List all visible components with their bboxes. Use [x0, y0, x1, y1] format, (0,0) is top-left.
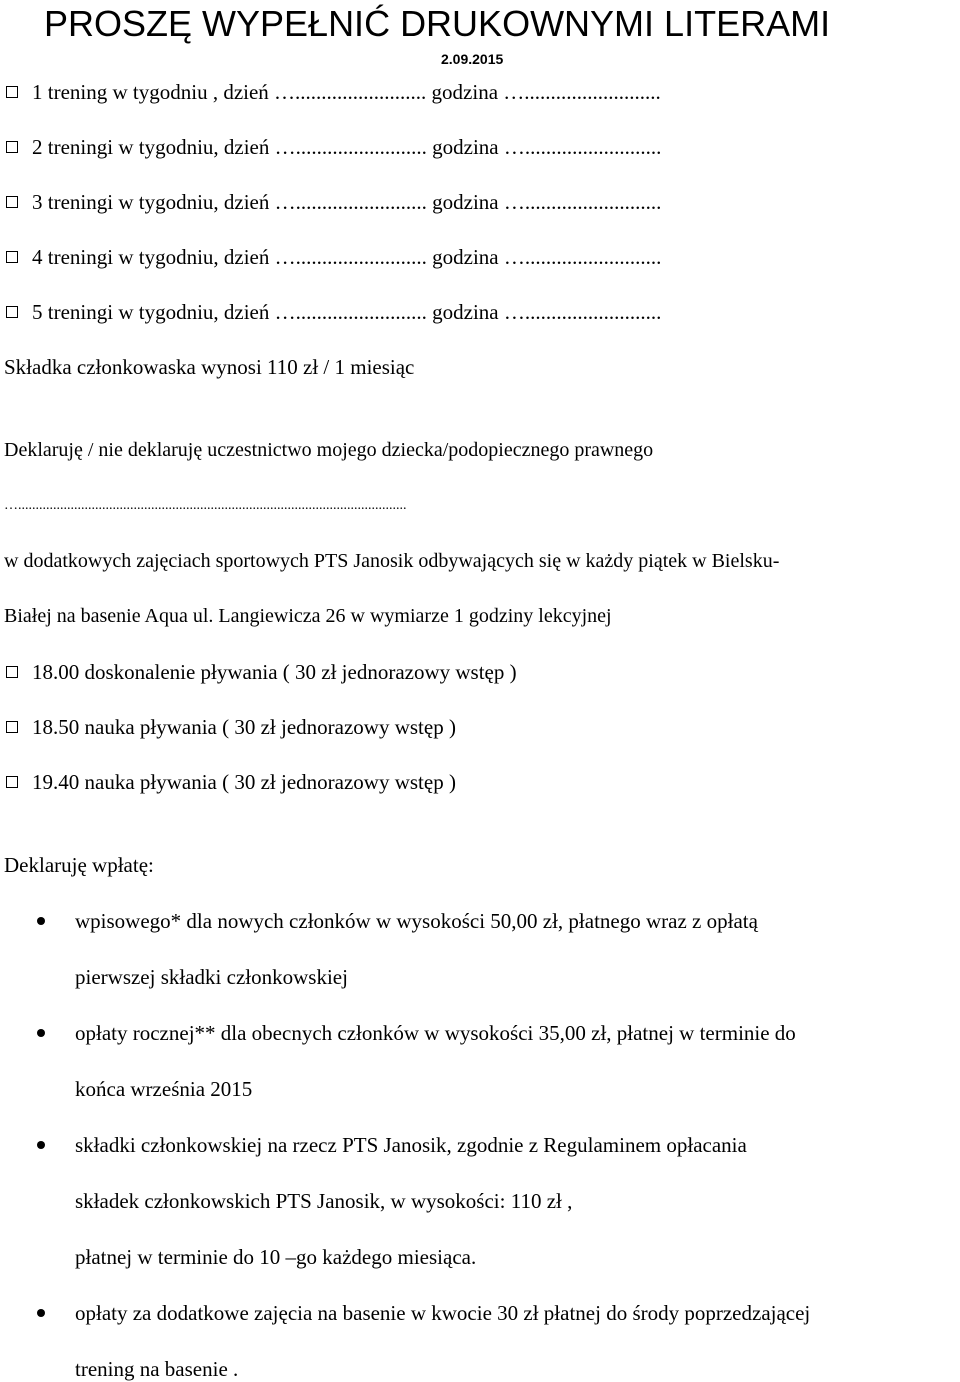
checkbox[interactable]	[6, 196, 18, 208]
page-title: PROSZĘ WYPEŁNIĆ DRUKOWNYMI LITERAMI	[44, 3, 831, 44]
payment-item-1-line-1: wpisowego* dla nowych członków w wysokości 50,00 zł, płatnego wraz z opłatą	[75, 909, 758, 933]
declaration-line-1: Deklaruję / nie deklaruję uczestnictwo mojego dziecka/podopiecznego prawnego	[4, 439, 654, 461]
bullet-icon	[37, 1141, 45, 1149]
declaration-line-2: w dodatkowych zajęciach sportowych PTS Janosik odbywających się w każdy piątek w Bielsku-	[4, 550, 780, 572]
pool-option-3[interactable]	[6, 769, 456, 795]
pool-option-1[interactable]	[6, 659, 517, 685]
training-option-2[interactable]	[6, 134, 661, 160]
payment-item-4-line-2: trening na basenie .	[75, 1357, 239, 1381]
option-label: 19.40 nauka pływania ( 30 zł jednorazowy wstęp )	[32, 770, 456, 794]
pool-option-2[interactable]	[6, 714, 456, 740]
declaration-dots: …...............................................................................................................	[4, 498, 407, 513]
checkbox[interactable]	[6, 776, 18, 788]
payment-item-2-line-1: opłaty rocznej** dla obecnych członków w wysokości 35,00 zł, płatnej w terminie do	[75, 1021, 796, 1045]
payment-item-1-line-2: pierwszej składki członkowskiej	[75, 965, 348, 989]
option-label: 18.50 nauka pływania ( 30 zł jednorazowy wstęp )	[32, 715, 456, 739]
option-label: 5 treningi w tygodniu, dzień …......................... godzina …..........................	[32, 300, 662, 324]
payment-item-3-line-3: płatnej w terminie do 10 –go każdego miesiąca.	[75, 1245, 477, 1269]
checkbox[interactable]	[6, 251, 18, 263]
training-option-4[interactable]	[6, 244, 661, 270]
checkbox[interactable]	[6, 666, 18, 678]
training-option-3[interactable]	[6, 189, 661, 215]
declaration-line-3	[4, 603, 612, 629]
option-label: 2 treningi w tygodniu, dzień …......................... godzina …..........................	[32, 135, 662, 159]
membership-fee-line: Składka członkowaska wynosi 110 zł / 1 miesiąc	[4, 355, 415, 379]
bullet-icon	[37, 1029, 45, 1037]
lesson-duration: 1 godziny lekcyjnej	[453, 605, 612, 627]
payment-item-3-line-1: składki członkowskiej na rzecz PTS Janosik, zgodnie z Regulaminem opłacania	[75, 1133, 747, 1157]
bullet-icon	[37, 1309, 45, 1317]
option-label: 3 treningi w tygodniu, dzień …......................... godzina …..........................	[32, 190, 662, 214]
declaration-line-3-text: Białej na basenie Aqua ul. Langiewicza 26 w wymiarze	[4, 605, 454, 627]
option-label: 4 treningi w tygodniu, dzień …......................... godzina …..........................	[32, 245, 662, 269]
payment-heading: Deklaruję wpłatę:	[4, 853, 154, 877]
bullet-icon	[37, 917, 45, 925]
checkbox[interactable]	[6, 306, 18, 318]
checkbox[interactable]	[6, 721, 18, 733]
training-option-1[interactable]	[6, 79, 661, 105]
option-label: 18.00 doskonalenie pływania ( 30 zł jednorazowy wstęp )	[32, 660, 517, 684]
form-date: 2.09.2015	[441, 51, 504, 67]
checkbox[interactable]	[6, 141, 18, 153]
option-label: 1 trening w tygodniu , dzień …......................... godzina …..........................	[32, 80, 661, 104]
payment-item-4-line-1: opłaty za dodatkowe zajęcia na basenie w kwocie 30 zł płatnej do środy poprzedzającej	[75, 1301, 811, 1325]
payment-item-3-line-2: składek członkowskich PTS Janosik, w wysokości: 110 zł ,	[75, 1189, 573, 1213]
training-option-5[interactable]	[6, 299, 661, 325]
payment-item-2-line-2: końca września 2015	[75, 1077, 253, 1101]
checkbox[interactable]	[6, 86, 18, 98]
